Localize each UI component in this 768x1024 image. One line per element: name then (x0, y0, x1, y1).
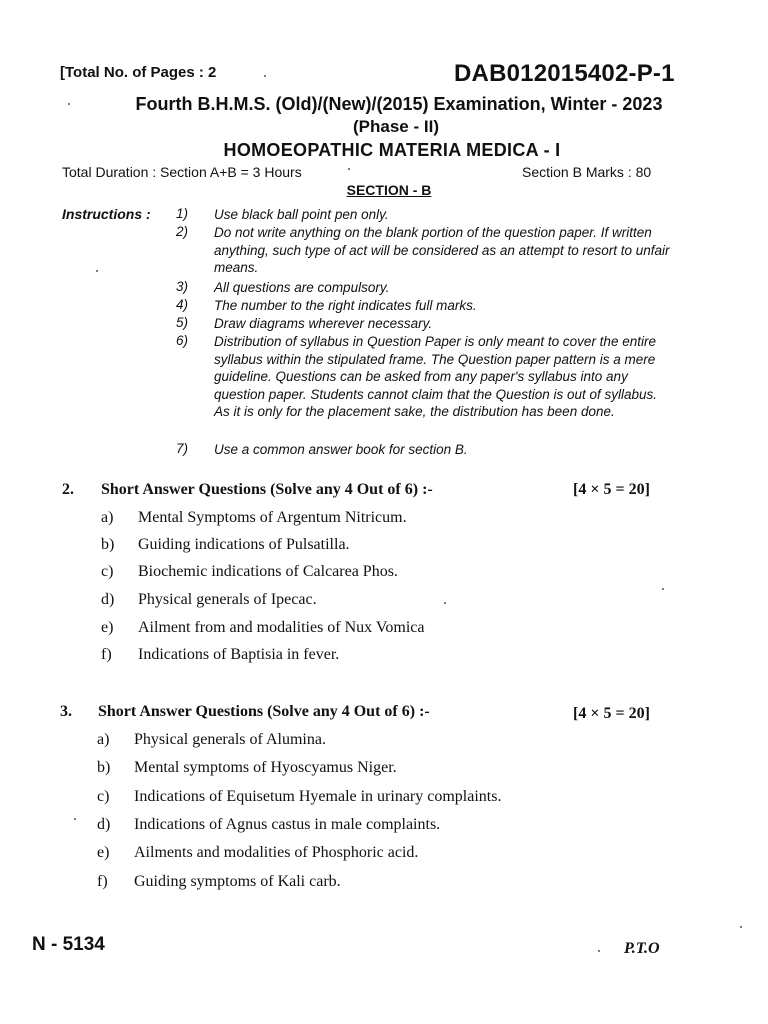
question-marks: [4 × 5 = 20] (573, 481, 650, 498)
scan-speck (74, 818, 76, 820)
subquestion-label: f) (101, 646, 112, 663)
subquestion-label: e) (97, 844, 110, 861)
subquestion-label: b) (97, 759, 111, 776)
exam-phase: (Phase - II) (353, 117, 439, 136)
total-duration: Total Duration : Section A+B = 3 Hours (62, 164, 302, 180)
subject-title: HOMOEOPATHIC MATERIA MEDICA - I (223, 140, 561, 160)
instruction-text: Draw diagrams wherever necessary. (214, 316, 433, 331)
subquestion-label: d) (97, 816, 111, 833)
subquestion-text: Ailment from and modalities of Nux Vomica (138, 619, 425, 636)
subquestion-text: Indications of Baptisia in fever. (138, 646, 340, 663)
instruction-number: 6) (176, 333, 189, 348)
subquestion-text: Physical generals of Alumina. (134, 731, 326, 748)
instruction-number: 1) (176, 206, 189, 221)
instruction-number: 4) (176, 297, 189, 312)
section-heading: SECTION - B (346, 182, 432, 198)
instruction-number: 5) (176, 315, 189, 330)
subquestion-text: Guiding indications of Pulsatilla. (138, 536, 350, 553)
scan-speck (96, 270, 98, 272)
instruction-number: 2) (176, 224, 189, 239)
question-number: 2. (62, 481, 74, 498)
subquestion-text: Physical generals of Ipecac. (138, 591, 317, 608)
footer-paper-number: N - 5134 (32, 934, 105, 955)
instruction-text: The number to the right indicates full marks. (214, 298, 477, 313)
scan-speck (444, 602, 446, 604)
instruction-number: 3) (176, 279, 189, 294)
subquestion-label: a) (97, 731, 110, 748)
total-pages: [Total No. of Pages : 2 (60, 64, 217, 81)
instruction-text: All questions are compulsory. (214, 280, 390, 295)
paper-code: DAB012015402-P-1 (454, 60, 675, 87)
subquestion-label: c) (101, 563, 114, 580)
subquestion-text: Ailments and modalities of Phosphoric acid. (134, 844, 419, 861)
question-heading: Short Answer Questions (Solve any 4 Out of 6) :- (98, 703, 430, 720)
subquestion-text: Mental symptoms of Hyoscyamus Niger. (134, 759, 397, 776)
instruction-text: Use black ball point pen only. (214, 207, 389, 222)
scan-speck (740, 926, 742, 928)
subquestion-label: e) (101, 619, 114, 636)
subquestion-label: f) (97, 873, 108, 890)
subquestion-label: a) (101, 509, 114, 526)
section-marks: Section B Marks : 80 (522, 164, 652, 180)
subquestion-label: d) (101, 591, 115, 608)
scan-speck (662, 588, 664, 590)
question-heading: Short Answer Questions (Solve any 4 Out of 6) :- (101, 481, 433, 498)
instruction-text: Use a common answer book for section B. (214, 442, 468, 457)
subquestion-text: Biochemic indications of Calcarea Phos. (138, 563, 398, 580)
exam-title: Fourth B.H.M.S. (Old)/(New)/(2015) Examination, Winter - 2023 (135, 94, 663, 114)
question-marks: [4 × 5 = 20] (573, 705, 650, 722)
subquestion-text: Indications of Agnus castus in male complaints. (134, 816, 441, 833)
question-number: 3. (60, 703, 72, 720)
subquestion-label: c) (97, 788, 110, 805)
please-turn-over: P.T.O (624, 940, 660, 957)
instruction-text: Distribution of syllabus in Question Paper is only meant to cover the entire syllabus within the stipulated frame. The Question paper pattern is a mere guideline. Questions can be asked from any paper's syllabus into any question paper. Students cannot claim that the Question is out of syllabus. As it is only for the placement sake, the distribution has been done. (214, 334, 658, 420)
scan-speck (68, 103, 70, 105)
subquestion-text: Indications of Equisetum Hyemale in urinary complaints. (134, 788, 502, 805)
scan-speck (264, 75, 266, 77)
instruction-text: Do not write anything on the blank portion of the question paper. If written anything, such type of act will be considered as an attempt to resort to unfair means. (214, 225, 670, 276)
subquestion-text: Guiding symptoms of Kali carb. (134, 873, 341, 890)
scan-speck (598, 950, 600, 952)
instructions-label: Instructions : (62, 206, 151, 222)
subquestion-label: b) (101, 536, 115, 553)
scan-speck (348, 168, 350, 170)
subquestion-text: Mental Symptoms of Argentum Nitricum. (138, 509, 407, 526)
instruction-number: 7) (176, 441, 189, 456)
